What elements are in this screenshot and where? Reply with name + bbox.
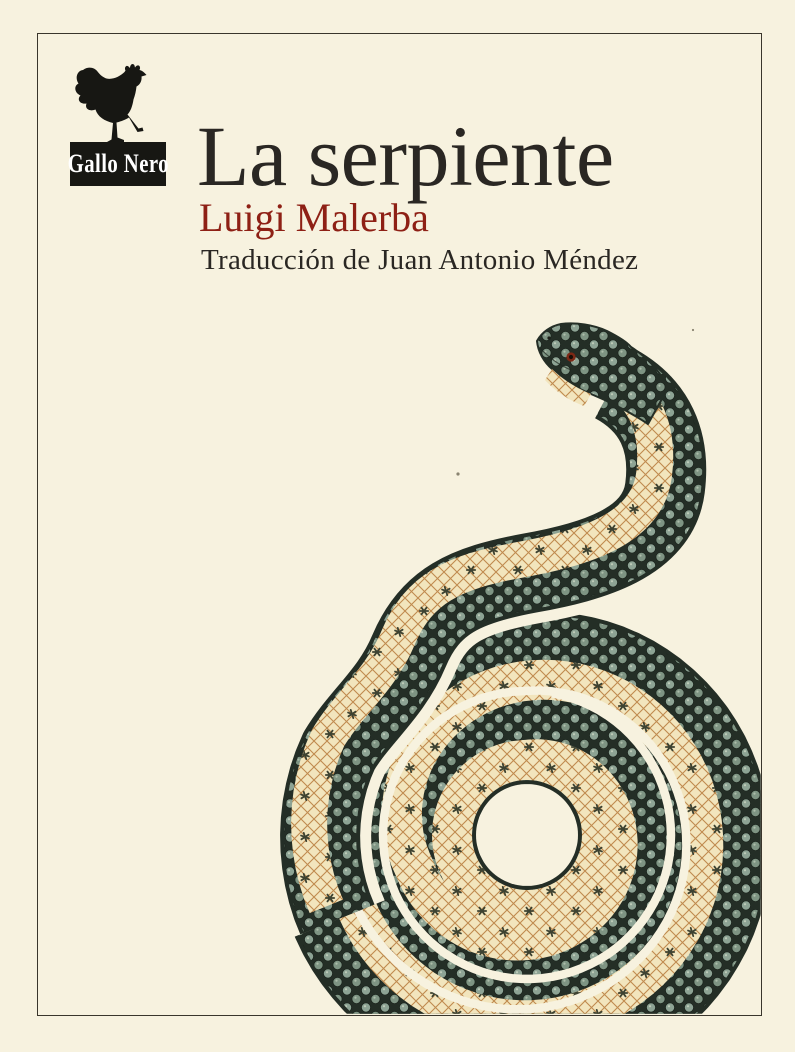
book-author: Luigi Malerba: [199, 195, 429, 240]
publisher-logo-box: [67, 142, 169, 186]
book-title: La serpiente: [197, 108, 614, 204]
publisher-name: Gallo Nero: [67, 149, 169, 178]
translation-credit: Traducción de Juan Antonio Méndez: [201, 244, 639, 276]
rooster-icon: [70, 58, 154, 146]
